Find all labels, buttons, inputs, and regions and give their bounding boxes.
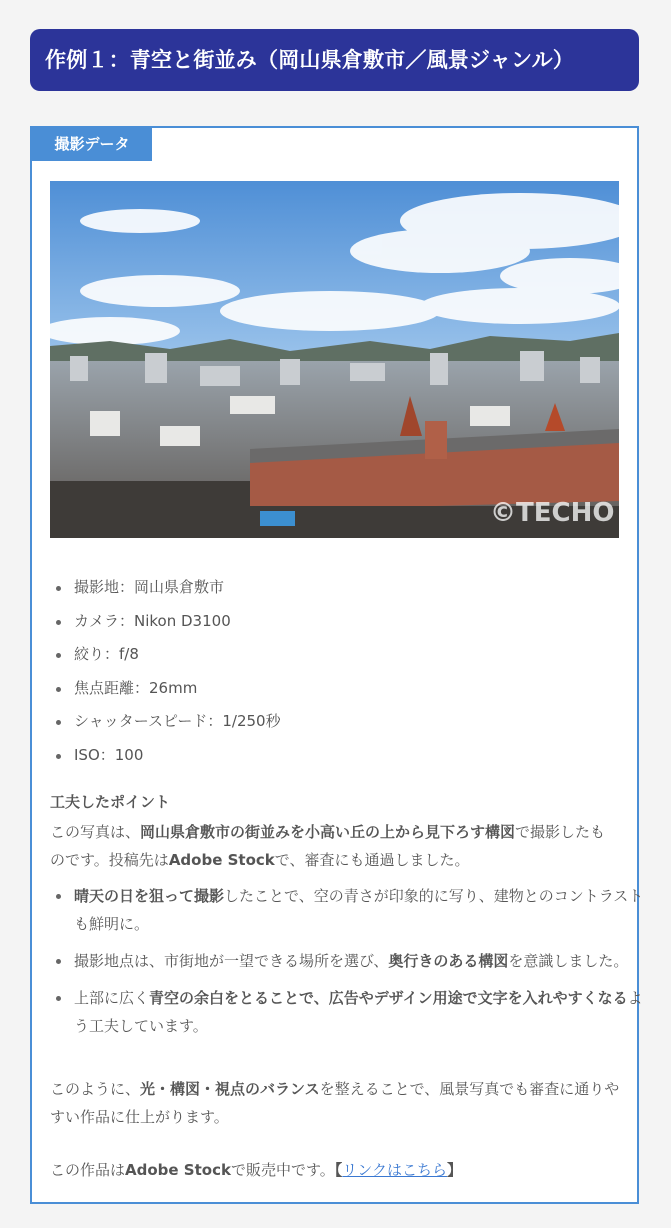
spec-label: カメラ： [74, 611, 135, 630]
spec-item [74, 638, 634, 672]
spec-value: 26mm [149, 678, 198, 697]
tip-item: 晴天の日を狙って撮影したことで、空の青さが印象的に写り、建物とのコントラストも鮮明に。 [74, 882, 644, 938]
spec-item [74, 571, 634, 605]
spec-label: 絞り： [74, 645, 120, 664]
spec-value: 1/250秒 [222, 712, 281, 731]
summary-paragraph: このように、光・構図・視点のバランスを整えることで、風景写真でも審査に通りやすい作品に仕上がります。 [50, 1080, 620, 1126]
sale-paragraph: この作品はAdobe Stockで販売中です。【リンクはこちら】 [50, 1161, 462, 1179]
spec-value: Nikon D3100 [134, 611, 231, 630]
shooting-data-box [30, 126, 644, 1204]
section-heading: 作例１：青空と街並み（岡山県倉敷市／風景ジャンル） [30, 29, 639, 91]
spec-label: ISO： [74, 745, 115, 764]
spec-label: 焦点距離： [74, 678, 150, 697]
stock-link[interactable]: リンクはこちら [342, 1161, 447, 1179]
spec-item [74, 672, 634, 706]
box-label: 撮影データ [32, 128, 152, 161]
point-title: 工夫したポイント [50, 793, 171, 811]
spec-item [74, 739, 634, 773]
photo-watermark: ©TECHO [490, 498, 615, 528]
spec-item [74, 705, 634, 739]
spec-list [50, 571, 634, 773]
spec-value: 岡山県倉敷市 [134, 578, 225, 596]
spec-item [74, 605, 634, 639]
spec-value: f/8 [119, 645, 139, 664]
tips-list [50, 882, 644, 1049]
cityscape-photo [50, 181, 619, 538]
intro-paragraph: この写真は、岡山県倉敷市の街並みを小高い丘の上から見下ろす構図で撮影したものです。投稿先はAdobe Stockで、審査にも通過しました。 [50, 823, 606, 869]
spec-label: シャッタースピード： [74, 712, 223, 731]
tip-item: 上部に広く青空の余白をとることで、広告やデザイン用途で文字を入れやすくなるよう工夫しています。 [74, 984, 644, 1040]
tip-item: 撮影地点は、市街地が一望できる場所を選び、奥行きのある構図を意識しました。 [74, 947, 644, 975]
cityscape-image [50, 181, 619, 538]
spec-value: 100 [114, 745, 144, 764]
spec-label: 撮影地： [74, 578, 135, 596]
